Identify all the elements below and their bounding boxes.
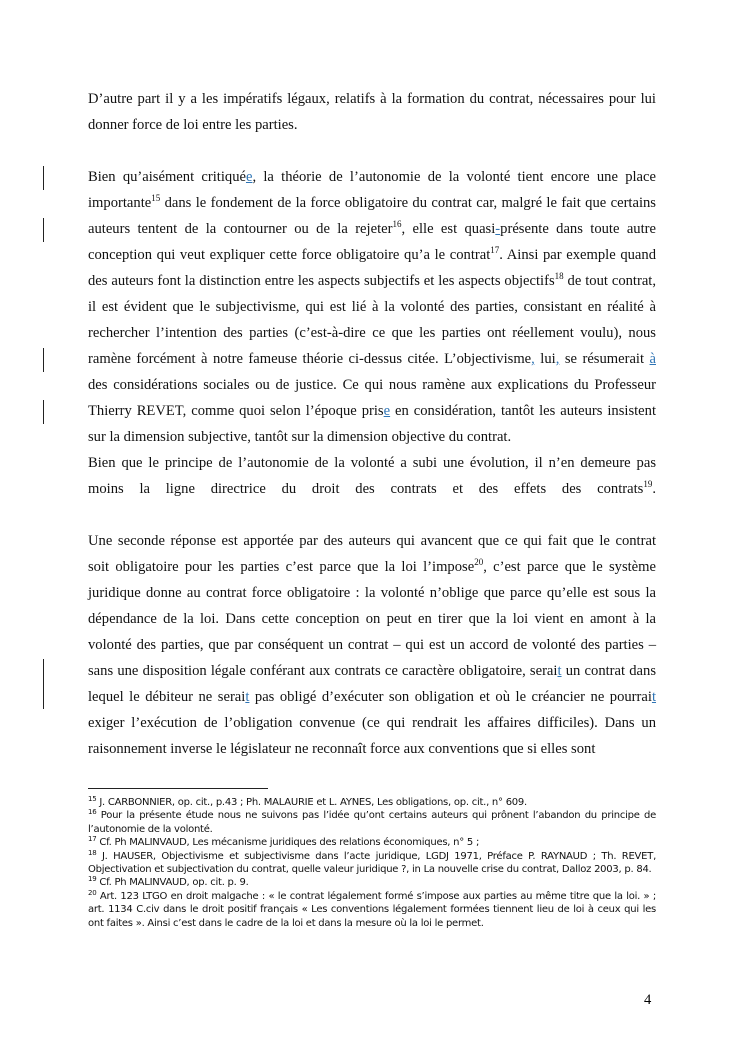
document-body [88, 86, 656, 762]
change-bar [43, 659, 44, 709]
text-line [88, 606, 656, 632]
tracked-insertion: e [245, 169, 253, 185]
footnote-text: Art. 123 LTGO en droit malgache : « le contrat légalement formé s’impose aux parties au même titre que la loi. » ; art. 1134 C.civ dans le droit positif français « Les conventions légalement formées tiennent lieu de loi à ceux qui les ont faites ». Ainsi c’est dans le cadre de la loi et dans la mesure où la loi le permet. [88, 890, 656, 929]
text-segment: , elle est quasi [401, 221, 496, 237]
text-line [88, 632, 656, 658]
text-segment: conception qui veut expliquer cette force obligatoire qu’a le contrat [88, 247, 491, 263]
text-line [88, 346, 656, 372]
text-segment: , la théorie de l’autonomie de la volonté tient encore une place [252, 169, 656, 185]
footnote-ref[interactable]: 16 [392, 219, 402, 229]
text-segment: volonté des parties, que par conséquent un contrat – qui est un accord de volonté des parties – [88, 637, 656, 653]
footnotes [88, 796, 656, 930]
text-segment: exiger l’exécution de l’obligation convenue (ce qui rendrait les affaires difficiles). Dans un [88, 715, 656, 731]
text-segment: importante [88, 195, 152, 211]
text-segment: soit obligatoire pour les parties c’est parce que la loi l’impose [88, 559, 475, 575]
text-segment: lequel le débiteur ne serai [88, 689, 246, 705]
text-segment: auteurs tentent de la contourner ou de la rejeter [88, 221, 393, 237]
text-segment: donner force de loi entre les parties. [88, 117, 298, 133]
change-bar [43, 166, 44, 190]
text-line [88, 580, 656, 606]
footnote-ref[interactable]: 19 [643, 479, 653, 489]
page-number: 4 [644, 992, 652, 1008]
footnote-ref[interactable]: 15 [151, 193, 161, 203]
text-line [88, 268, 656, 294]
text-line [88, 554, 656, 580]
footnote [88, 809, 656, 836]
text-segment: . [652, 481, 656, 497]
text-segment: Bien que le principe de l’autonomie de la volonté a subi une évolution, il n’en demeure pas [88, 455, 656, 471]
text-segment: des auteurs font la distinction entre les aspects subjectifs et les aspects objectifs [88, 273, 555, 289]
text-segment: lui [534, 351, 556, 367]
text-segment: sans une disposition légale conférant aux contrats ce caractère obligatoire, serai [88, 663, 558, 679]
text-segment: Thierry REVET, comme quoi selon l’époque pris [88, 403, 384, 419]
footnote-ref[interactable]: 18 [554, 271, 564, 281]
text-line [88, 476, 656, 502]
tracked-insertion: t [651, 689, 657, 705]
tracked-insertion: , [531, 351, 535, 367]
tracked-insertion: , [555, 351, 560, 367]
text-line [88, 86, 656, 112]
text-segment: présente dans toute autre [500, 221, 656, 237]
text-line [88, 710, 656, 736]
text-line [88, 398, 656, 424]
text-segment: Bien qu’aisément critiqué [88, 169, 246, 185]
tracked-insertion: - [495, 221, 501, 237]
text-segment: . Ainsi par exemple quand [499, 247, 656, 263]
footnote [88, 850, 656, 877]
text-line [88, 320, 656, 346]
text-segment: , c’est parce que le système [483, 559, 656, 575]
footnote-ref[interactable]: 20 [474, 557, 484, 567]
text-segment: en considération, tantôt les auteurs insistent [390, 403, 657, 419]
text-line [88, 736, 656, 762]
text-segment: D’autre part il y a les impératifs légaux, relatifs à la formation du contrat, nécessaires pour lui [88, 91, 656, 107]
footnote-number: 17 [88, 835, 97, 844]
text-segment: juridique donne au contrat force obligatoire : la volonté n’oblige que parce qu’elle est sous la [88, 585, 656, 601]
footnote-separator [88, 788, 268, 789]
text-segment: sur la dimension subjective, tantôt sur la dimension objective du contrat. [88, 429, 512, 445]
tracked-insertion: e [383, 403, 391, 419]
text-line [88, 372, 656, 398]
text-segment: se résumerait [559, 351, 650, 367]
text-line [88, 424, 656, 450]
text-line [88, 164, 656, 190]
text-segment: pas obligé d’exécuter son obligation et où le créancier ne pourrai [249, 689, 652, 705]
change-bar [43, 348, 44, 372]
text-segment: des considérations sociales ou de justice. Ce qui nous ramène aux explications du Professeur [88, 377, 656, 393]
text-line [88, 450, 656, 476]
text-segment: Une seconde réponse est apportée par des auteurs qui avancent que ce qui fait que le contrat [88, 533, 656, 549]
text-segment: moins la ligne directrice du droit des contrats et des effets des contrats [88, 481, 644, 497]
text-line [88, 112, 656, 138]
footnote-ref[interactable]: 17 [490, 245, 500, 255]
footnote-number: 18 [88, 848, 97, 857]
text-line [88, 294, 656, 320]
text-segment: raisonnement inverse le législateur ne reconnaît force aux conventions que si elles sont [88, 741, 596, 757]
text-line [88, 216, 656, 242]
tracked-insertion: à [649, 351, 656, 367]
text-segment: ramène forcément à notre fameuse théorie ci-dessus citée. L’objectivisme [88, 351, 532, 367]
text-line [88, 528, 656, 554]
change-bar [43, 400, 44, 424]
footnote [88, 836, 656, 849]
text-line [88, 658, 656, 684]
text-segment: rechercher l’intention des parties (c’est-à-dire ce que les parties ont réellement voulu), nous [88, 325, 656, 341]
footnote-text: J. HAUSER, Objectivisme et subjectivisme dans l’acte juridique, LGDJ 1971, Préface P. RAYNAUD ; Th. REVET, Objectivation et subjectivation du contrat, quelle valeur juridique ?, in La nouvelle crise du contrat, Dalloz 2003, p. 84. [88, 850, 656, 876]
tracked-insertion: t [245, 689, 250, 705]
footnote-number: 16 [88, 808, 97, 817]
footnote-number: 19 [88, 875, 97, 884]
tracked-insertion: t [557, 663, 562, 679]
text-line [88, 190, 656, 216]
footnote-text: Pour la présente étude nous ne suivons pas l’idée qu’ont certains auteurs qui prônent l’abandon du principe de l’autonomie de la volonté. [88, 810, 656, 835]
footnote-number: 20 [88, 888, 97, 897]
footnote-text: Cf. Ph MALINVAUD, op. cit. p. 9. [96, 877, 249, 889]
text-segment: il est évident que le subjectivisme, qui est lié à la volonté des parties, consistant en réalité à [88, 299, 656, 315]
footnote [88, 796, 656, 809]
footnote-text: Cf. Ph MALINVAUD, Les mécanisme juridiques des relations économiques, n° 5 ; [96, 837, 480, 849]
text-line [88, 242, 656, 268]
text-segment: un contrat dans [561, 663, 657, 679]
text-segment: dépendance de la loi. Dans cette conception on peut en tirer que la loi vient en amont à la [88, 611, 656, 627]
footnote-number: 15 [88, 795, 97, 803]
text-line [88, 684, 656, 710]
change-bar [43, 218, 44, 242]
text-segment: dans le fondement de la force obligatoire du contrat car, malgré le fait que certains [160, 195, 656, 211]
text-segment: de tout contrat, [563, 273, 657, 289]
footnote [88, 876, 656, 889]
footnote [88, 890, 656, 930]
footnote-text: J. CARBONNIER, op. cit., p.43 ; Ph. MALAURIE et L. AYNES, Les obligations, op. cit., n° 609. [96, 797, 527, 808]
